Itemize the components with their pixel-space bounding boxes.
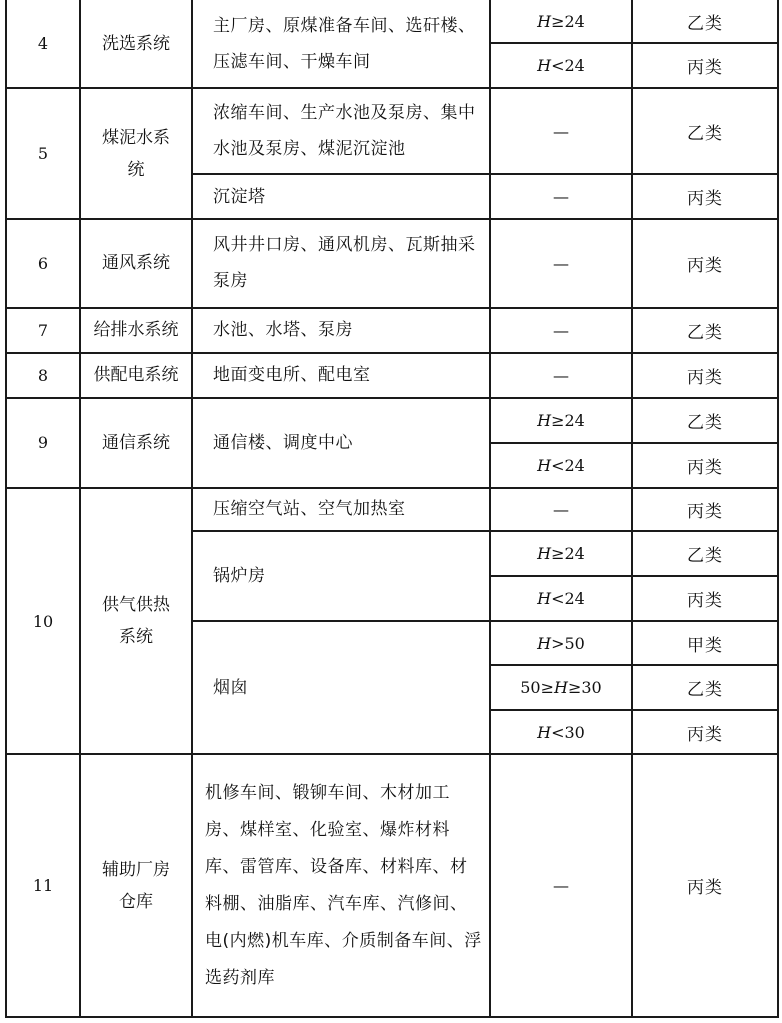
category-cell: 乙类 <box>632 665 778 710</box>
system-name: 洗选系统 <box>80 0 192 88</box>
table-row <box>6 308 778 353</box>
building-names: 压缩空气站、空气加热室 <box>192 488 490 531</box>
building-names: 烟囱 <box>192 621 490 754</box>
row-number: 5 <box>6 88 80 219</box>
system-name: 通信系统 <box>80 398 192 488</box>
category-cell: 丙类 <box>632 219 778 307</box>
system-name: 供气供热系统 <box>80 488 192 754</box>
system-name: 供配电系统 <box>80 353 192 398</box>
category-cell: 丙类 <box>632 754 778 1017</box>
category-cell: 丙类 <box>632 443 778 488</box>
building-names: 主厂房、原煤准备车间、选矸楼、压滤车间、干燥车间 <box>192 0 490 88</box>
height-condition: H≥24 <box>490 0 632 43</box>
row-number: 11 <box>6 754 80 1017</box>
table-row <box>6 353 778 398</box>
category-cell: 丙类 <box>632 488 778 531</box>
height-condition: — <box>490 174 632 219</box>
category-cell: 乙类 <box>632 0 778 43</box>
building-names: 沉淀塔 <box>192 174 490 219</box>
row-number: 10 <box>6 488 80 754</box>
row-number: 4 <box>6 0 80 88</box>
system-name: 给排水系统 <box>80 308 192 353</box>
table-row <box>6 754 778 1017</box>
height-condition: — <box>490 488 632 531</box>
height-condition: — <box>490 88 632 174</box>
height-condition: H<24 <box>490 576 632 621</box>
category-cell: 丙类 <box>632 576 778 621</box>
category-cell: 乙类 <box>632 88 778 174</box>
category-cell: 乙类 <box>632 398 778 443</box>
height-condition: — <box>490 308 632 353</box>
height-condition: 50≥H≥30 <box>490 665 632 710</box>
building-names: 机修车间、锻铆车间、木材加工房、煤样室、化验室、爆炸材料库、雷管库、设备库、材料库、材料棚、油脂库、汽车库、汽修间、电(内燃)机车库、介质制备车间、浮选药剂库 <box>192 754 490 1017</box>
category-cell: 丙类 <box>632 43 778 88</box>
table-row <box>6 219 778 307</box>
category-cell: 乙类 <box>632 308 778 353</box>
building-names: 地面变电所、配电室 <box>192 353 490 398</box>
system-name: 煤泥水系统 <box>80 88 192 219</box>
height-condition: H<24 <box>490 443 632 488</box>
category-cell: 甲类 <box>632 621 778 665</box>
height-condition: H<24 <box>490 43 632 88</box>
table-row <box>6 488 778 531</box>
height-condition: — <box>490 754 632 1017</box>
category-cell: 丙类 <box>632 353 778 398</box>
row-number: 7 <box>6 308 80 353</box>
height-condition: H≥24 <box>490 531 632 576</box>
table-row <box>6 88 778 174</box>
building-names: 锅炉房 <box>192 531 490 621</box>
row-number: 9 <box>6 398 80 488</box>
height-condition: — <box>490 219 632 307</box>
height-condition: H<30 <box>490 710 632 754</box>
building-names: 风井井口房、通风机房、瓦斯抽采泵房 <box>192 219 490 307</box>
table-row <box>6 398 778 443</box>
building-names: 通信楼、调度中心 <box>192 398 490 488</box>
building-classification-table <box>5 0 779 1018</box>
category-cell: 丙类 <box>632 174 778 219</box>
category-cell: 乙类 <box>632 531 778 576</box>
system-name: 辅助厂房仓库 <box>80 754 192 1017</box>
system-name: 通风系统 <box>80 219 192 307</box>
building-names: 水池、水塔、泵房 <box>192 308 490 353</box>
height-condition: H≥24 <box>490 398 632 443</box>
row-number: 8 <box>6 353 80 398</box>
height-condition: H>50 <box>490 621 632 665</box>
category-cell: 丙类 <box>632 710 778 754</box>
table-row <box>6 0 778 43</box>
height-condition: — <box>490 353 632 398</box>
row-number: 6 <box>6 219 80 307</box>
building-names: 浓缩车间、生产水池及泵房、集中水池及泵房、煤泥沉淀池 <box>192 88 490 174</box>
